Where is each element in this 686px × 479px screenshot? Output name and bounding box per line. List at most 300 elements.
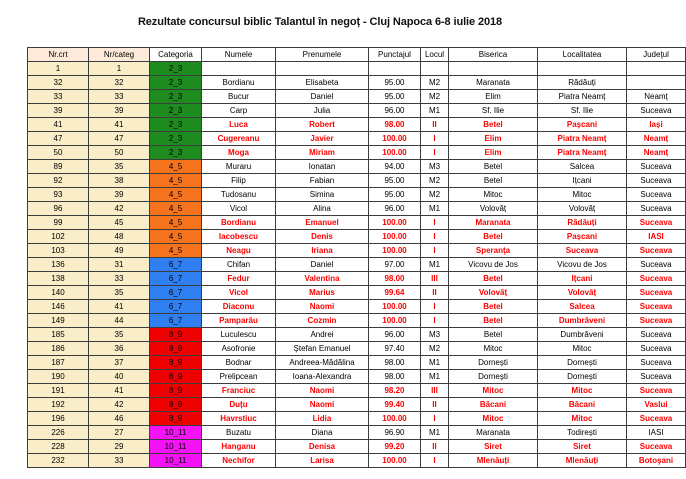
cell-prenumele[interactable]: Valentina (276, 272, 369, 286)
table-row[interactable] (28, 384, 686, 398)
cell-categoria[interactable]: 8_9 (150, 342, 202, 356)
cell-categoria[interactable]: 2_3 (150, 146, 202, 160)
cell-categoria[interactable]: 6_7 (150, 286, 202, 300)
cell-judetul[interactable]: Suceava (627, 370, 686, 384)
cell-locul[interactable]: I (421, 146, 449, 160)
cell-punctajul[interactable]: 100.00 (369, 216, 421, 230)
cell-numele[interactable]: Carp (202, 104, 276, 118)
cell-nrcateg[interactable]: 50 (89, 146, 150, 160)
cell-nrcateg[interactable]: 32 (89, 76, 150, 90)
cell-categoria[interactable]: 4_5 (150, 230, 202, 244)
cell-locul[interactable]: M1 (421, 258, 449, 272)
table-row[interactable] (28, 188, 686, 202)
cell-biserica[interactable]: Betel (449, 118, 538, 132)
cell-biserica[interactable]: Betel (449, 160, 538, 174)
cell-judetul[interactable]: Suceava (627, 160, 686, 174)
cell-punctajul[interactable]: 100.00 (369, 314, 421, 328)
cell-punctajul[interactable]: 98.00 (369, 118, 421, 132)
cell-judetul[interactable]: Suceava (627, 272, 686, 286)
cell-nrcateg[interactable]: 1 (89, 62, 150, 76)
cell-judetul[interactable]: Neamț (627, 146, 686, 160)
cell-nrcrt[interactable]: 228 (28, 440, 89, 454)
cell-localitatea[interactable]: Rădăuți (538, 76, 627, 90)
cell-biserica[interactable]: Maranata (449, 216, 538, 230)
cell-localitatea[interactable]: Dornești (538, 370, 627, 384)
cell-biserica[interactable]: Vicovu de Jos (449, 258, 538, 272)
cell-biserica[interactable]: Elim (449, 146, 538, 160)
cell-prenumele[interactable]: Cozmin (276, 314, 369, 328)
table-row[interactable] (28, 258, 686, 272)
cell-prenumele[interactable]: Julia (276, 104, 369, 118)
table-row[interactable] (28, 454, 686, 468)
table-row[interactable] (28, 76, 686, 90)
cell-categoria[interactable]: 4_5 (150, 188, 202, 202)
cell-nrcateg[interactable]: 44 (89, 314, 150, 328)
table-row[interactable] (28, 216, 686, 230)
cell-nrcateg[interactable]: 39 (89, 104, 150, 118)
cell-numele[interactable]: Buzatu (202, 426, 276, 440)
cell-nrcrt[interactable]: 185 (28, 328, 89, 342)
table-row[interactable] (28, 272, 686, 286)
cell-prenumele[interactable]: Iriana (276, 244, 369, 258)
cell-punctajul[interactable]: 96.00 (369, 202, 421, 216)
cell-locul[interactable]: I (421, 230, 449, 244)
cell-nrcateg[interactable]: 35 (89, 286, 150, 300)
cell-locul[interactable]: II (421, 440, 449, 454)
cell-categoria[interactable]: 4_5 (150, 216, 202, 230)
cell-categoria[interactable]: 10_11 (150, 426, 202, 440)
cell-nrcateg[interactable]: 35 (89, 328, 150, 342)
cell-nrcrt[interactable]: 232 (28, 454, 89, 468)
cell-categoria[interactable]: 6_7 (150, 314, 202, 328)
table-row[interactable] (28, 328, 686, 342)
cell-nrcrt[interactable]: 192 (28, 398, 89, 412)
cell-judetul[interactable]: Suceava (627, 202, 686, 216)
cell-localitatea[interactable]: Ițcani (538, 174, 627, 188)
cell-numele[interactable]: Prelipcean (202, 370, 276, 384)
cell-punctajul[interactable]: 100.00 (369, 146, 421, 160)
table-row[interactable] (28, 412, 686, 426)
cell-categoria[interactable]: 4_5 (150, 160, 202, 174)
cell-nrcateg[interactable]: 39 (89, 188, 150, 202)
cell-locul[interactable]: M2 (421, 188, 449, 202)
cell-nrcateg[interactable]: 42 (89, 398, 150, 412)
table-row[interactable] (28, 132, 686, 146)
cell-numele[interactable]: Bucur (202, 90, 276, 104)
cell-biserica[interactable]: Maranata (449, 76, 538, 90)
cell-nrcrt[interactable]: 89 (28, 160, 89, 174)
cell-nrcrt[interactable]: 136 (28, 258, 89, 272)
cell-nrcateg[interactable]: 41 (89, 118, 150, 132)
cell-biserica[interactable]: Maranata (449, 426, 538, 440)
cell-categoria[interactable]: 2_3 (150, 132, 202, 146)
cell-punctajul[interactable]: 100.00 (369, 454, 421, 468)
cell-punctajul[interactable]: 95.00 (369, 188, 421, 202)
cell-categoria[interactable]: 6_7 (150, 272, 202, 286)
cell-locul[interactable]: M3 (421, 328, 449, 342)
cell-nrcrt[interactable]: 32 (28, 76, 89, 90)
cell-localitatea[interactable]: Vicovu de Jos (538, 258, 627, 272)
cell-punctajul[interactable]: 98.20 (369, 384, 421, 398)
cell-nrcrt[interactable]: 103 (28, 244, 89, 258)
cell-categoria[interactable]: 8_9 (150, 384, 202, 398)
cell-locul[interactable]: M2 (421, 90, 449, 104)
cell-prenumele[interactable]: Emanuel (276, 216, 369, 230)
cell-localitatea[interactable] (538, 62, 627, 76)
table-row[interactable] (28, 118, 686, 132)
cell-localitatea[interactable]: Piatra Neamț (538, 132, 627, 146)
cell-numele[interactable]: Hanganu (202, 440, 276, 454)
cell-nrcateg[interactable]: 49 (89, 244, 150, 258)
cell-categoria[interactable]: 8_9 (150, 398, 202, 412)
cell-judetul[interactable]: Neamț (627, 90, 686, 104)
cell-biserica[interactable]: Dornești (449, 370, 538, 384)
cell-prenumele[interactable]: Miriam (276, 146, 369, 160)
cell-localitatea[interactable]: Piatra Neamț (538, 90, 627, 104)
cell-categoria[interactable]: 8_9 (150, 356, 202, 370)
cell-biserica[interactable]: Mitoc (449, 188, 538, 202)
cell-prenumele[interactable]: Diana (276, 426, 369, 440)
cell-judetul[interactable]: Suceava (627, 440, 686, 454)
cell-localitatea[interactable]: Todirești (538, 426, 627, 440)
cell-nrcateg[interactable]: 40 (89, 370, 150, 384)
cell-categoria[interactable]: 8_9 (150, 328, 202, 342)
column-header-nrcateg[interactable]: Nr/categ (89, 48, 150, 62)
cell-prenumele[interactable]: Naomi (276, 384, 369, 398)
cell-prenumele[interactable]: Fabian (276, 174, 369, 188)
cell-locul[interactable]: II (421, 398, 449, 412)
cell-locul[interactable]: M2 (421, 174, 449, 188)
cell-punctajul[interactable]: 96.00 (369, 328, 421, 342)
cell-biserica[interactable]: Mitoc (449, 342, 538, 356)
cell-nrcrt[interactable]: 146 (28, 300, 89, 314)
cell-judetul[interactable]: Suceava (627, 314, 686, 328)
cell-categoria[interactable]: 6_7 (150, 300, 202, 314)
cell-nrcrt[interactable]: 96 (28, 202, 89, 216)
cell-prenumele[interactable]: Alina (276, 202, 369, 216)
cell-biserica[interactable]: Băcani (449, 398, 538, 412)
cell-judetul[interactable]: Suceava (627, 342, 686, 356)
cell-prenumele[interactable]: Javier (276, 132, 369, 146)
cell-nrcrt[interactable]: 186 (28, 342, 89, 356)
cell-biserica[interactable]: Elim (449, 90, 538, 104)
cell-localitatea[interactable]: Pașcani (538, 118, 627, 132)
cell-judetul[interactable]: Suceava (627, 384, 686, 398)
cell-punctajul[interactable]: 99.20 (369, 440, 421, 454)
cell-locul[interactable]: I (421, 314, 449, 328)
cell-categoria[interactable]: 4_5 (150, 202, 202, 216)
cell-biserica[interactable]: Volovăț (449, 286, 538, 300)
cell-punctajul[interactable]: 100.00 (369, 230, 421, 244)
table-row[interactable] (28, 146, 686, 160)
cell-biserica[interactable] (449, 62, 538, 76)
table-row[interactable] (28, 426, 686, 440)
cell-nrcateg[interactable]: 36 (89, 342, 150, 356)
cell-numele[interactable]: Havrstiuc (202, 412, 276, 426)
cell-localitatea[interactable]: Salcea (538, 300, 627, 314)
cell-nrcrt[interactable]: 102 (28, 230, 89, 244)
cell-punctajul[interactable]: 100.00 (369, 412, 421, 426)
cell-locul[interactable]: M2 (421, 76, 449, 90)
cell-nrcateg[interactable]: 41 (89, 384, 150, 398)
cell-judetul[interactable]: IASI (627, 426, 686, 440)
cell-judetul[interactable]: Suceava (627, 188, 686, 202)
cell-localitatea[interactable]: Piatra Neamț (538, 146, 627, 160)
cell-punctajul[interactable]: 95.00 (369, 76, 421, 90)
cell-nrcateg[interactable]: 47 (89, 132, 150, 146)
cell-punctajul[interactable]: 97.40 (369, 342, 421, 356)
cell-categoria[interactable]: 2_3 (150, 104, 202, 118)
cell-biserica[interactable]: Elim (449, 132, 538, 146)
column-header-locul[interactable]: Locul (421, 48, 449, 62)
cell-numele[interactable]: Muraru (202, 160, 276, 174)
cell-categoria[interactable]: 4_5 (150, 244, 202, 258)
column-header-biserica[interactable]: Biserica (449, 48, 538, 62)
cell-punctajul[interactable]: 98.00 (369, 370, 421, 384)
cell-biserica[interactable]: Volovăț (449, 202, 538, 216)
cell-localitatea[interactable]: Ițcani (538, 272, 627, 286)
cell-nrcrt[interactable]: 190 (28, 370, 89, 384)
cell-prenumele[interactable]: Marius (276, 286, 369, 300)
cell-categoria[interactable]: 2_3 (150, 118, 202, 132)
cell-punctajul[interactable]: 96.90 (369, 426, 421, 440)
cell-nrcrt[interactable]: 47 (28, 132, 89, 146)
cell-nrcateg[interactable]: 42 (89, 202, 150, 216)
cell-nrcateg[interactable]: 48 (89, 230, 150, 244)
table-row[interactable] (28, 160, 686, 174)
cell-judetul[interactable]: Suceava (627, 244, 686, 258)
cell-nrcrt[interactable]: 187 (28, 356, 89, 370)
table-row[interactable] (28, 440, 686, 454)
cell-localitatea[interactable]: Mitoc (538, 188, 627, 202)
cell-nrcrt[interactable]: 140 (28, 286, 89, 300)
cell-prenumele[interactable]: Ștefan Emanuel (276, 342, 369, 356)
cell-biserica[interactable]: Betel (449, 328, 538, 342)
cell-locul[interactable]: M1 (421, 426, 449, 440)
cell-nrcrt[interactable]: 1 (28, 62, 89, 76)
table-row[interactable] (28, 104, 686, 118)
table-row[interactable] (28, 202, 686, 216)
cell-categoria[interactable]: 2_3 (150, 76, 202, 90)
cell-prenumele[interactable]: Larisa (276, 454, 369, 468)
cell-judetul[interactable]: IASI (627, 230, 686, 244)
table-row[interactable] (28, 370, 686, 384)
cell-locul[interactable]: M1 (421, 370, 449, 384)
cell-localitatea[interactable]: Sf. Ilie (538, 104, 627, 118)
cell-locul[interactable]: M3 (421, 160, 449, 174)
cell-judetul[interactable]: Suceava (627, 104, 686, 118)
cell-localitatea[interactable]: Suceava (538, 244, 627, 258)
cell-prenumele[interactable]: Naomi (276, 300, 369, 314)
cell-localitatea[interactable]: Volovăț (538, 202, 627, 216)
cell-numele[interactable]: Bordianu (202, 76, 276, 90)
cell-prenumele[interactable]: Elisabeta (276, 76, 369, 90)
cell-numele[interactable]: Diaconu (202, 300, 276, 314)
cell-biserica[interactable]: Betel (449, 300, 538, 314)
cell-nrcateg[interactable]: 35 (89, 160, 150, 174)
cell-numele[interactable]: Luca (202, 118, 276, 132)
cell-numele[interactable]: Luculescu (202, 328, 276, 342)
cell-punctajul[interactable]: 95.00 (369, 90, 421, 104)
cell-numele[interactable]: Nechifor (202, 454, 276, 468)
table-row[interactable] (28, 90, 686, 104)
cell-nrcrt[interactable]: 39 (28, 104, 89, 118)
cell-categoria[interactable]: 8_9 (150, 412, 202, 426)
cell-locul[interactable]: M2 (421, 342, 449, 356)
cell-localitatea[interactable]: Dornești (538, 356, 627, 370)
column-header-localitatea[interactable]: Localitatea (538, 48, 627, 62)
cell-judetul[interactable] (627, 62, 686, 76)
cell-judetul[interactable]: Suceava (627, 300, 686, 314)
cell-localitatea[interactable]: Mlenăuți (538, 454, 627, 468)
table-row[interactable] (28, 62, 686, 76)
cell-nrcrt[interactable]: 50 (28, 146, 89, 160)
cell-nrcrt[interactable]: 92 (28, 174, 89, 188)
cell-locul[interactable]: I (421, 412, 449, 426)
cell-biserica[interactable]: Sf. Ilie (449, 104, 538, 118)
table-row[interactable] (28, 300, 686, 314)
cell-numele[interactable]: Cugereanu (202, 132, 276, 146)
cell-nrcrt[interactable]: 33 (28, 90, 89, 104)
cell-categoria[interactable]: 4_5 (150, 174, 202, 188)
cell-localitatea[interactable]: Rădăuți (538, 216, 627, 230)
cell-biserica[interactable]: Mitoc (449, 412, 538, 426)
cell-punctajul[interactable] (369, 62, 421, 76)
cell-biserica[interactable]: Mitoc (449, 384, 538, 398)
cell-judetul[interactable]: Suceava (627, 258, 686, 272)
cell-nrcateg[interactable]: 41 (89, 300, 150, 314)
cell-locul[interactable]: I (421, 454, 449, 468)
cell-nrcrt[interactable]: 41 (28, 118, 89, 132)
cell-locul[interactable]: II (421, 118, 449, 132)
cell-locul[interactable]: M1 (421, 356, 449, 370)
cell-numele[interactable]: Duțu (202, 398, 276, 412)
cell-numele[interactable]: Bodnar (202, 356, 276, 370)
cell-nrcateg[interactable]: 37 (89, 356, 150, 370)
cell-judetul[interactable]: Iași (627, 118, 686, 132)
cell-biserica[interactable]: Mlenăuți (449, 454, 538, 468)
cell-biserica[interactable]: Dornești (449, 356, 538, 370)
cell-numele[interactable]: Filip (202, 174, 276, 188)
cell-localitatea[interactable]: Băcani (538, 398, 627, 412)
cell-localitatea[interactable]: Pașcani (538, 230, 627, 244)
table-row[interactable] (28, 244, 686, 258)
column-header-prenumele[interactable]: Prenumele (276, 48, 369, 62)
cell-punctajul[interactable]: 100.00 (369, 132, 421, 146)
cell-punctajul[interactable]: 100.00 (369, 244, 421, 258)
cell-locul[interactable]: I (421, 216, 449, 230)
cell-locul[interactable]: I (421, 244, 449, 258)
cell-nrcrt[interactable]: 226 (28, 426, 89, 440)
cell-biserica[interactable]: Betel (449, 174, 538, 188)
cell-prenumele[interactable]: Andreea-Mădălina (276, 356, 369, 370)
cell-numele[interactable]: Bordianu (202, 216, 276, 230)
cell-numele[interactable]: Neagu (202, 244, 276, 258)
cell-judetul[interactable]: Suceava (627, 216, 686, 230)
cell-categoria[interactable]: 8_9 (150, 370, 202, 384)
cell-categoria[interactable]: 2_3 (150, 90, 202, 104)
column-header-punctajul[interactable]: Punctajul (369, 48, 421, 62)
cell-biserica[interactable]: Betel (449, 314, 538, 328)
cell-numele[interactable]: Chifan (202, 258, 276, 272)
cell-nrcateg[interactable]: 38 (89, 174, 150, 188)
column-header-numele[interactable]: Numele (202, 48, 276, 62)
cell-biserica[interactable]: Betel (449, 272, 538, 286)
cell-punctajul[interactable]: 99.64 (369, 286, 421, 300)
cell-nrcateg[interactable]: 46 (89, 412, 150, 426)
cell-punctajul[interactable]: 97.00 (369, 258, 421, 272)
cell-prenumele[interactable]: Denis (276, 230, 369, 244)
cell-nrcrt[interactable]: 191 (28, 384, 89, 398)
cell-nrcateg[interactable]: 31 (89, 258, 150, 272)
cell-judetul[interactable]: Suceava (627, 328, 686, 342)
table-row[interactable] (28, 230, 686, 244)
cell-prenumele[interactable]: Denisa (276, 440, 369, 454)
cell-nrcateg[interactable]: 33 (89, 90, 150, 104)
cell-punctajul[interactable]: 99.40 (369, 398, 421, 412)
cell-punctajul[interactable]: 100.00 (369, 300, 421, 314)
cell-judetul[interactable]: Botoşani (627, 454, 686, 468)
cell-nrcateg[interactable]: 33 (89, 272, 150, 286)
table-row[interactable] (28, 286, 686, 300)
cell-biserica[interactable]: Siret (449, 440, 538, 454)
cell-locul[interactable]: III (421, 272, 449, 286)
table-row[interactable] (28, 356, 686, 370)
cell-localitatea[interactable]: Salcea (538, 160, 627, 174)
cell-locul[interactable]: III (421, 384, 449, 398)
cell-nrcrt[interactable]: 93 (28, 188, 89, 202)
cell-judetul[interactable]: Suceava (627, 356, 686, 370)
cell-prenumele[interactable]: Robert (276, 118, 369, 132)
cell-punctajul[interactable]: 94.00 (369, 160, 421, 174)
column-header-judetul[interactable]: Judeţul (627, 48, 686, 62)
cell-prenumele[interactable]: Daniel (276, 90, 369, 104)
cell-numele[interactable]: Franciuc (202, 384, 276, 398)
cell-numele[interactable] (202, 62, 276, 76)
cell-judetul[interactable] (627, 76, 686, 90)
cell-numele[interactable]: Vicol (202, 286, 276, 300)
cell-nrcateg[interactable]: 33 (89, 454, 150, 468)
cell-nrcateg[interactable]: 45 (89, 216, 150, 230)
cell-localitatea[interactable]: Dumbrăveni (538, 328, 627, 342)
cell-nrcrt[interactable]: 99 (28, 216, 89, 230)
table-row[interactable] (28, 314, 686, 328)
cell-punctajul[interactable]: 96.00 (369, 104, 421, 118)
cell-numele[interactable]: Vicol (202, 202, 276, 216)
cell-localitatea[interactable]: Mitoc (538, 384, 627, 398)
cell-punctajul[interactable]: 95.00 (369, 174, 421, 188)
table-row[interactable] (28, 398, 686, 412)
cell-biserica[interactable]: Betel (449, 230, 538, 244)
cell-prenumele[interactable]: Simina (276, 188, 369, 202)
cell-judetul[interactable]: Neamț (627, 132, 686, 146)
cell-locul[interactable]: I (421, 132, 449, 146)
cell-categoria[interactable]: 2_3 (150, 62, 202, 76)
column-header-categoria[interactable]: Categoria (150, 48, 202, 62)
cell-numele[interactable]: Iacobescu (202, 230, 276, 244)
column-header-nrcrt[interactable]: Nr.crt (28, 48, 89, 62)
cell-localitatea[interactable]: Siret (538, 440, 627, 454)
cell-prenumele[interactable]: Ioana-Alexandra (276, 370, 369, 384)
cell-numele[interactable]: Asofronie (202, 342, 276, 356)
cell-nrcrt[interactable]: 196 (28, 412, 89, 426)
cell-prenumele[interactable]: Lidia (276, 412, 369, 426)
cell-numele[interactable]: Pamparău (202, 314, 276, 328)
cell-numele[interactable]: Tudosanu (202, 188, 276, 202)
cell-prenumele[interactable] (276, 62, 369, 76)
cell-nrcateg[interactable]: 27 (89, 426, 150, 440)
cell-nrcateg[interactable]: 29 (89, 440, 150, 454)
